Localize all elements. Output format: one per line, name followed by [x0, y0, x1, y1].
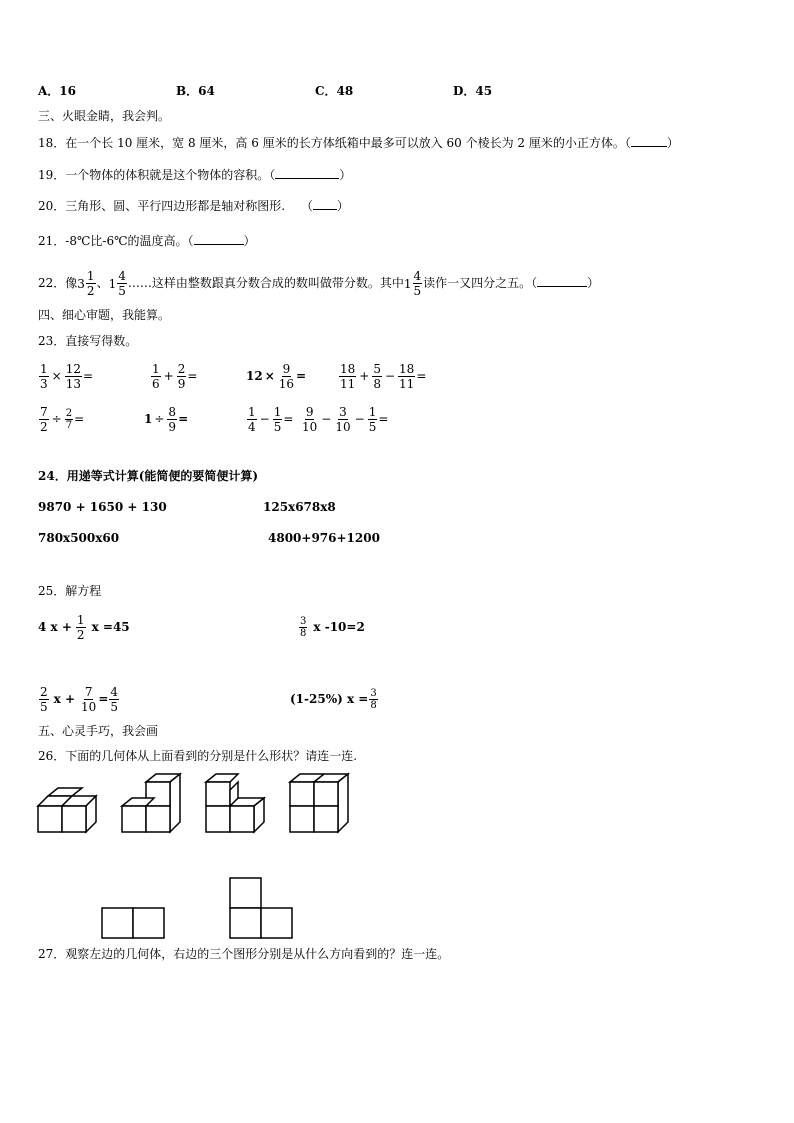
numerator: 2: [40, 685, 48, 699]
operator: −: [354, 412, 365, 426]
operator: ÷: [51, 412, 62, 426]
numerator: 2: [177, 362, 186, 376]
question-22-close: ）: [587, 276, 600, 290]
solid-4-four-cubes-square[interactable]: [288, 772, 354, 834]
denominator: 5: [413, 284, 422, 298]
numerator: 1: [86, 269, 95, 283]
section-3-title: 三、火眼金睛，我会判。: [38, 109, 171, 123]
numerator: 1: [368, 405, 377, 419]
operator: +: [163, 369, 174, 383]
whole-number: 1: [144, 412, 153, 426]
answer-blank-22[interactable]: [537, 268, 587, 287]
equation-middle: x +: [53, 692, 76, 706]
denominator: 7: [65, 420, 73, 431]
question-22-prefix: 22．像: [38, 276, 78, 290]
operator: ÷: [154, 412, 165, 426]
top-view-two-squares[interactable]: [100, 906, 166, 940]
option-c: C．48: [315, 84, 354, 98]
equation-25-2: [298, 610, 365, 644]
denominator: 6: [152, 377, 160, 391]
expr-23-8: [300, 402, 388, 436]
expr-23-4: [338, 359, 426, 393]
question-19-text: 19．一个物体的体积就是这个物体的容积。（: [38, 168, 276, 182]
question-21-text: 21．-8℃比-6℃的温度高。（: [38, 234, 194, 248]
denominator: 3: [40, 377, 48, 391]
denominator: 8: [300, 628, 307, 639]
question-27-title: 27．观察左边的几何体，右边的三个图形分别是从什么方向看到的？连一连。: [38, 947, 450, 961]
expr-23-7: [246, 402, 293, 436]
operator: ×: [51, 369, 62, 383]
calc-24-4: 4800+976+1200: [268, 531, 380, 545]
operator: −: [384, 369, 396, 383]
denominator: 4: [248, 420, 256, 434]
numerator: 9: [282, 362, 291, 376]
answer-blank-18[interactable]: [631, 135, 667, 147]
denominator: 5: [40, 700, 48, 714]
denominator: 2: [40, 420, 48, 434]
equation-25-4: [290, 682, 379, 716]
option-b: B．64: [176, 84, 215, 98]
numerator: 18: [340, 362, 356, 376]
denominator: 5: [273, 420, 282, 434]
operator: +: [359, 369, 370, 383]
mixed-number-1-4-5: [109, 269, 128, 299]
option-d: D．45: [453, 84, 493, 98]
numerator: 8: [168, 405, 177, 419]
question-18-close: ）: [666, 136, 679, 150]
equation-left: (1-25%) x =: [290, 692, 369, 706]
equals: =: [296, 369, 307, 383]
equation-25-1: [38, 610, 130, 644]
expr-23-3: [246, 359, 306, 393]
top-back-face: [48, 788, 82, 796]
numerator: 3: [370, 688, 377, 699]
numerator: 3: [300, 616, 307, 627]
question-21: [38, 233, 256, 249]
solid-3-three-cubes-reverse-l[interactable]: [204, 772, 270, 834]
numerator: 7: [84, 685, 93, 699]
expr-23-6: [144, 402, 188, 436]
denominator: 5: [368, 420, 377, 434]
question-21-close: ）: [243, 234, 256, 248]
numerator: 4: [110, 685, 119, 699]
operator: −: [321, 412, 332, 426]
numerator: 5: [373, 362, 381, 376]
whole-part: 1: [403, 276, 412, 291]
equals: =: [82, 369, 94, 383]
numerator: 1: [76, 613, 85, 627]
numerator: 18: [399, 362, 415, 376]
solid-1-two-cubes-stacked-back[interactable]: [36, 786, 100, 834]
numerator: 1: [152, 362, 160, 376]
denominator: 5: [110, 700, 119, 714]
numerator: 2: [65, 408, 73, 419]
denominator: 5: [118, 284, 126, 298]
equals: =: [378, 412, 389, 426]
question-19: [38, 167, 351, 183]
question-22-middle: ……这样由整数跟真分数合成的数叫做带分数。其中: [127, 276, 404, 290]
denominator: 10: [335, 420, 351, 434]
question-24-title: 24．用递等式计算(能简便的要简便计算): [38, 469, 259, 483]
mixed-number-3-1-2: [77, 269, 96, 299]
equation-right: x =45: [91, 620, 130, 634]
equals: =: [74, 412, 85, 426]
question-20-text: 20．三角形、圆、平行四边形都是轴对称图形. （: [38, 199, 313, 213]
denominator: 11: [399, 377, 415, 391]
calc-24-2: 125x678x8: [263, 500, 336, 514]
denominator: 10: [81, 700, 97, 714]
question-25-title: 25．解方程: [38, 584, 102, 598]
denominator: 11: [340, 377, 356, 391]
section-4-title: 四、细心审题，我能算。: [38, 308, 171, 322]
question-23-title: 23．直接写得数。: [38, 334, 138, 348]
denominator: 8: [370, 700, 377, 711]
numerator: 4: [413, 269, 422, 283]
answer-blank-19[interactable]: [275, 167, 339, 179]
numerator: 3: [339, 405, 347, 419]
question-22: [38, 268, 599, 299]
equals: =: [416, 369, 427, 383]
numerator: 4: [118, 269, 126, 283]
calc-24-1: 9870 + 1650 + 130: [38, 500, 167, 514]
operator: −: [259, 412, 270, 426]
numerator: 12: [65, 362, 81, 376]
equals: =: [283, 412, 294, 426]
answer-blank-20[interactable]: [313, 198, 337, 210]
equals: =: [178, 412, 189, 426]
mixed-number-1-4-5-second: [404, 269, 423, 299]
denominator: 16: [278, 377, 295, 391]
expr-23-1: [38, 359, 93, 393]
equals: =: [187, 369, 198, 383]
equals: =: [98, 692, 109, 706]
equation-left: 4 x +: [38, 620, 72, 634]
option-a: A．16: [38, 84, 77, 98]
denominator: 10: [302, 420, 318, 434]
equation-right: x -10=2: [313, 620, 365, 634]
question-26-title: 26．下面的几何体从上面看到的分别是什么形状？请连一连.: [38, 749, 358, 763]
numerator: 1: [40, 362, 48, 376]
section-5-title: 五、心灵手巧，我会画: [38, 724, 159, 738]
equation-25-3: [38, 682, 120, 716]
numerator: 9: [305, 405, 314, 419]
numerator: 7: [40, 405, 48, 419]
calc-24-3: 780x500x60: [38, 531, 120, 545]
operator: ×: [264, 369, 275, 383]
question-18: [38, 135, 679, 151]
question-20: [38, 198, 349, 214]
whole-part: 3: [77, 276, 85, 291]
whole-number: 12: [246, 369, 263, 383]
question-19-close: ）: [339, 168, 352, 182]
question-18-text: 18．在一个长 10 厘米，宽 8 厘米，高 6 厘米的长方体纸箱中最多可以放入 60 个棱长为 2 厘米的小正方体。（: [38, 136, 631, 150]
expr-23-5: [38, 402, 84, 436]
denominator: 9: [168, 420, 177, 434]
solid-2-three-cubes-l-shape[interactable]: [120, 772, 184, 834]
top-view-l-shape[interactable]: [228, 876, 294, 940]
denominator: 2: [76, 628, 85, 642]
denominator: 8: [373, 377, 381, 391]
separator: 、: [96, 276, 109, 290]
whole-part: 1: [108, 276, 117, 291]
question-22-suffix: 读作一又四分之五。（: [423, 276, 538, 290]
numerator: 1: [273, 405, 282, 419]
denominator: 2: [86, 284, 95, 298]
numerator: 1: [248, 405, 256, 419]
question-20-close: ）: [336, 199, 349, 213]
denominator: 9: [177, 377, 186, 391]
denominator: 13: [65, 377, 81, 391]
answer-blank-21[interactable]: [194, 233, 244, 245]
expr-23-2: [150, 359, 197, 393]
